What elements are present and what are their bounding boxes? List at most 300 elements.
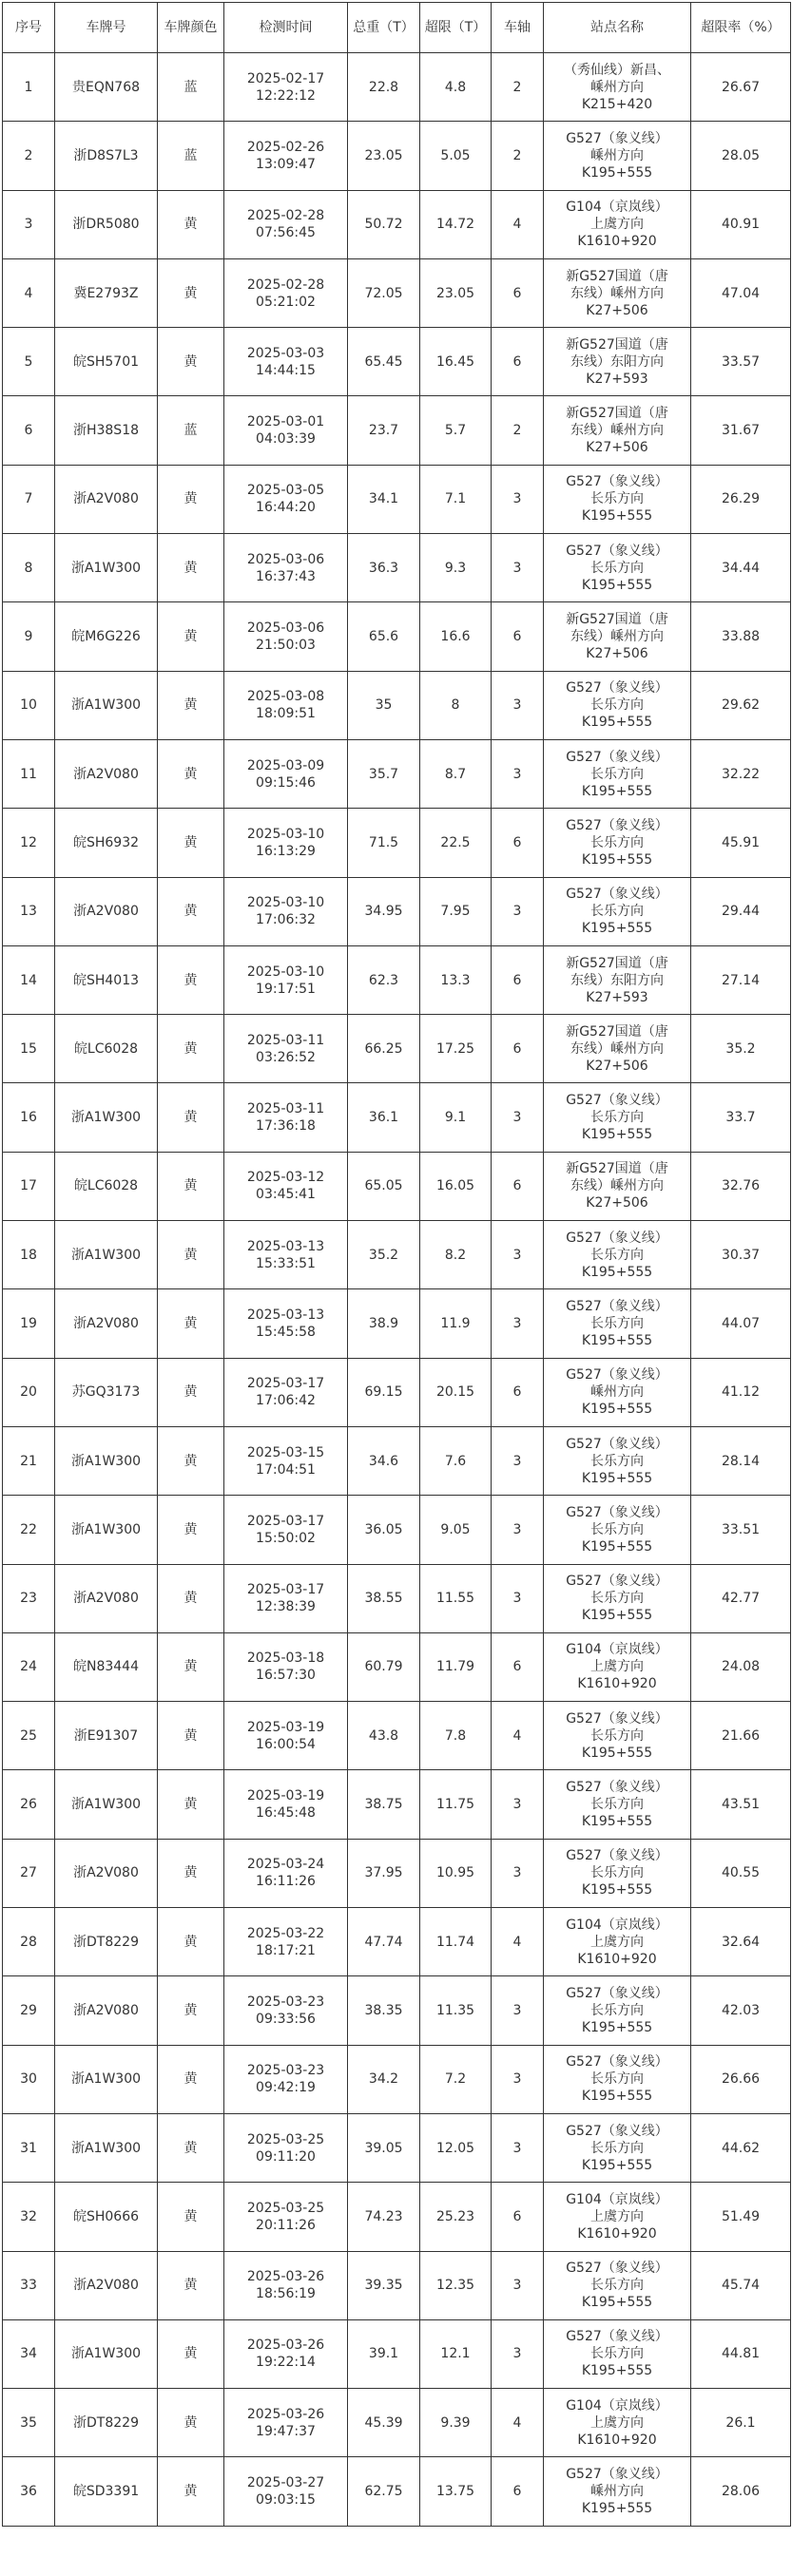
cell-site-line: K27+506 (586, 1195, 648, 1212)
cell-time-date: 2025-03-26 (246, 2406, 325, 2422)
cell-time (224, 1564, 348, 1632)
cell-total: 22.8 (348, 53, 420, 122)
cell-time-clock: 09:33:56 (256, 2011, 316, 2027)
cell-time-date: 2025-03-05 (246, 483, 325, 499)
cell-over: 16.6 (420, 602, 492, 671)
cell-site-line: 长乐方向 (590, 1315, 644, 1331)
cell-total: 39.05 (348, 2113, 420, 2182)
header-over: 超限（T） (420, 3, 492, 53)
cell-total: 65.6 (348, 602, 420, 671)
cell-site-line: G527（象义线） (566, 2054, 668, 2070)
cell-rate: 27.14 (691, 945, 791, 1014)
cell-over: 11.55 (420, 1564, 492, 1632)
cell-color: 蓝 (158, 122, 224, 190)
cell-site (544, 1770, 691, 1839)
cell-over: 22.5 (420, 809, 492, 877)
cell-site (544, 2251, 691, 2319)
cell-time-clock: 18:17:21 (256, 1942, 316, 1958)
cell-rate: 33.57 (691, 328, 791, 396)
cell-site (544, 945, 691, 1014)
cell-time (224, 1152, 348, 1220)
cell-over: 5.05 (420, 122, 492, 190)
table-row (3, 1770, 791, 1839)
header-seq: 序号 (3, 3, 55, 53)
cell-site-line: G527（象义线） (566, 1780, 668, 1796)
cell-site-line: K1610+920 (577, 234, 657, 250)
cell-plate: 浙D8S7L3 (55, 122, 158, 190)
cell-time-clock: 15:50:02 (256, 1530, 316, 1546)
cell-time-clock: 17:36:18 (256, 1118, 316, 1135)
cell-site-line: K195+555 (581, 1882, 653, 1899)
cell-time-clock: 17:06:32 (256, 912, 316, 928)
table-row (3, 671, 791, 739)
cell-total: 34.2 (348, 2045, 420, 2113)
cell-seq: 16 (3, 1083, 55, 1152)
cell-time-clock: 16:11:26 (256, 1874, 316, 1890)
table-row (3, 1358, 791, 1426)
table-row (3, 2319, 791, 2388)
cell-seq: 27 (3, 1839, 55, 1907)
cell-time (224, 1083, 348, 1152)
cell-time-clock: 15:33:51 (256, 1255, 316, 1271)
cell-axle: 3 (492, 1976, 544, 2045)
cell-plate: 冀E2793Z (55, 258, 158, 327)
cell-site-line: 长乐方向 (590, 1247, 644, 1263)
cell-plate: 浙A1W300 (55, 1221, 158, 1289)
cell-rate: 42.03 (691, 1976, 791, 2045)
cell-seq: 5 (3, 328, 55, 396)
cell-axle: 3 (492, 1426, 544, 1495)
cell-time-clock: 16:37:43 (256, 568, 316, 584)
cell-seq: 32 (3, 2183, 55, 2251)
cell-site-line: 长乐方向 (590, 766, 644, 782)
cell-site-line: 长乐方向 (590, 491, 644, 507)
cell-time-clock: 12:38:39 (256, 1599, 316, 1615)
cell-site-line: K195+555 (581, 1332, 653, 1348)
header-total: 总重（T） (348, 3, 420, 53)
cell-time (224, 2113, 348, 2182)
cell-color: 黄 (158, 671, 224, 739)
cell-time (224, 328, 348, 396)
cell-time (224, 671, 348, 739)
cell-total: 69.15 (348, 1358, 420, 1426)
cell-plate: 浙A2V080 (55, 1839, 158, 1907)
cell-site-line: G527（象义线） (566, 474, 668, 490)
cell-site-line: 东线）东阳方向 (570, 353, 664, 370)
cell-site-line: G527（象义线） (566, 1093, 668, 1109)
cell-axle: 3 (492, 534, 544, 602)
table-row (3, 945, 791, 1014)
cell-time-clock: 13:09:47 (256, 156, 316, 172)
cell-rate: 33.88 (691, 602, 791, 671)
cell-color: 黄 (158, 739, 224, 808)
cell-site-line: G104（京岚线） (566, 2397, 668, 2414)
cell-site-line: K195+555 (581, 2019, 653, 2035)
cell-site-line: K1610+920 (577, 1951, 657, 1967)
cell-total: 38.35 (348, 1976, 420, 2045)
cell-rate: 42.77 (691, 1564, 791, 1632)
cell-site-line: 上虞方向 (590, 217, 644, 233)
cell-rate: 29.44 (691, 877, 791, 945)
cell-seq: 21 (3, 1426, 55, 1495)
cell-time (224, 2183, 348, 2251)
cell-time (224, 1770, 348, 1839)
table-row (3, 1426, 791, 1495)
header-site: 站点名称 (544, 3, 691, 53)
cell-site-line: G527（象义线） (566, 1436, 668, 1452)
cell-site (544, 1976, 691, 2045)
cell-color: 黄 (158, 190, 224, 258)
cell-rate: 28.06 (691, 2457, 791, 2526)
cell-time-clock: 15:45:58 (256, 1324, 316, 1340)
cell-time-clock: 16:44:20 (256, 500, 316, 516)
cell-site (544, 190, 691, 258)
cell-seq: 25 (3, 1702, 55, 1770)
cell-color: 黄 (158, 2113, 224, 2182)
cell-time-clock: 09:15:46 (256, 774, 316, 791)
cell-axle: 6 (492, 1152, 544, 1220)
cell-seq: 12 (3, 809, 55, 877)
cell-color: 黄 (158, 602, 224, 671)
cell-time-clock: 03:45:41 (256, 1187, 316, 1203)
table-header-row (3, 3, 791, 53)
cell-axle: 3 (492, 739, 544, 808)
cell-rate: 28.14 (691, 1426, 791, 1495)
table-row (3, 1496, 791, 1564)
cell-time (224, 809, 348, 877)
cell-color: 黄 (158, 2045, 224, 2113)
cell-rate: 41.12 (691, 1358, 791, 1426)
cell-total: 23.05 (348, 122, 420, 190)
cell-color: 黄 (158, 1564, 224, 1632)
cell-time (224, 1496, 348, 1564)
cell-site-line: 长乐方向 (590, 834, 644, 850)
cell-site-line: 新G527国道（唐 (566, 268, 668, 284)
cell-time (224, 1426, 348, 1495)
cell-plate: 皖N83444 (55, 1632, 158, 1701)
cell-time-date: 2025-03-19 (246, 1719, 325, 1735)
cell-time-clock: 17:06:42 (256, 1393, 316, 1409)
cell-seq: 18 (3, 1221, 55, 1289)
cell-color: 黄 (158, 1289, 224, 1358)
cell-seq: 1 (3, 53, 55, 122)
cell-site (544, 396, 691, 465)
cell-over: 12.05 (420, 2113, 492, 2182)
cell-rate: 43.51 (691, 1770, 791, 1839)
cell-site-line: G104（京岚线） (566, 200, 668, 216)
cell-plate: 浙A1W300 (55, 2113, 158, 2182)
cell-plate: 皖SD3391 (55, 2457, 158, 2526)
cell-axle: 3 (492, 2045, 544, 2113)
cell-site (544, 2045, 691, 2113)
cell-site-line: G527（象义线） (566, 543, 668, 559)
cell-rate: 34.44 (691, 534, 791, 602)
cell-plate: 浙A1W300 (55, 1770, 158, 1839)
cell-time-clock: 09:11:20 (256, 2148, 316, 2165)
cell-over: 8.7 (420, 739, 492, 808)
cell-axle: 3 (492, 2251, 544, 2319)
cell-over: 7.95 (420, 877, 492, 945)
cell-site-line: G527（象义线） (566, 749, 668, 765)
cell-axle: 3 (492, 671, 544, 739)
cell-time (224, 2319, 348, 2388)
table-row (3, 1632, 791, 1701)
cell-plate: 浙DT8229 (55, 2389, 158, 2457)
cell-rate: 24.08 (691, 1632, 791, 1701)
cell-plate: 浙H38S18 (55, 396, 158, 465)
cell-site (544, 2113, 691, 2182)
cell-color: 黄 (158, 328, 224, 396)
table-row (3, 2045, 791, 2113)
cell-seq: 13 (3, 877, 55, 945)
cell-rate: 30.37 (691, 1221, 791, 1289)
cell-axle: 3 (492, 2319, 544, 2388)
cell-time-date: 2025-02-28 (246, 277, 325, 293)
cell-seq: 17 (3, 1152, 55, 1220)
cell-time-clock: 14:44:15 (256, 362, 316, 378)
cell-site (544, 2457, 691, 2526)
cell-over: 14.72 (420, 190, 492, 258)
cell-time (224, 2389, 348, 2457)
cell-time (224, 877, 348, 945)
cell-site-line: G527（象义线） (566, 887, 668, 903)
cell-rate: 45.91 (691, 809, 791, 877)
cell-time-date: 2025-03-25 (246, 2200, 325, 2216)
cell-total: 34.6 (348, 1426, 420, 1495)
cell-site-line: 长乐方向 (590, 1521, 644, 1537)
cell-over: 11.75 (420, 1770, 492, 1839)
cell-site-line: K27+593 (586, 371, 648, 387)
cell-site-line: K195+555 (581, 2157, 653, 2173)
cell-rate: 29.62 (691, 671, 791, 739)
cell-rate: 40.91 (691, 190, 791, 258)
cell-axle: 3 (492, 877, 544, 945)
cell-time-clock: 19:17:51 (256, 981, 316, 997)
cell-time (224, 465, 348, 533)
cell-color: 黄 (158, 1221, 224, 1289)
cell-time-clock: 17:04:51 (256, 1461, 316, 1478)
cell-total: 45.39 (348, 2389, 420, 2457)
table-row (3, 1221, 791, 1289)
cell-seq: 28 (3, 1908, 55, 1976)
cell-site (544, 465, 691, 533)
cell-color: 黄 (158, 1702, 224, 1770)
cell-site-line: G527（象义线） (566, 2329, 668, 2345)
cell-seq: 33 (3, 2251, 55, 2319)
cell-site-line: G527（象义线） (566, 2467, 668, 2483)
cell-total: 60.79 (348, 1632, 420, 1701)
cell-over: 23.05 (420, 258, 492, 327)
cell-seq: 14 (3, 945, 55, 1014)
cell-seq: 31 (3, 2113, 55, 2182)
cell-time-date: 2025-03-23 (246, 2063, 325, 2079)
cell-site (544, 1426, 691, 1495)
cell-rate: 32.22 (691, 739, 791, 808)
cell-site-line: K195+555 (581, 783, 653, 799)
cell-axle: 4 (492, 190, 544, 258)
cell-site-line: G527（象义线） (566, 1710, 668, 1727)
table-row (3, 258, 791, 327)
cell-site-line: K195+555 (581, 1814, 653, 1830)
overload-table (2, 2, 791, 2527)
cell-color: 黄 (158, 877, 224, 945)
cell-plate: 浙A1W300 (55, 1426, 158, 1495)
cell-color: 蓝 (158, 53, 224, 122)
cell-total: 23.7 (348, 396, 420, 465)
cell-total: 39.35 (348, 2251, 420, 2319)
cell-color: 黄 (158, 1358, 224, 1426)
cell-site-line: 长乐方向 (590, 1797, 644, 1813)
cell-site-line: K1610+920 (577, 2225, 657, 2242)
cell-time (224, 945, 348, 1014)
cell-plate: 皖SH5701 (55, 328, 158, 396)
cell-over: 7.6 (420, 1426, 492, 1495)
cell-site-line: K195+555 (581, 851, 653, 868)
cell-axle: 6 (492, 2183, 544, 2251)
table-row (3, 465, 791, 533)
cell-color: 黄 (158, 945, 224, 1014)
cell-time-clock: 18:09:51 (256, 706, 316, 722)
cell-time (224, 122, 348, 190)
cell-site-line: 长乐方向 (590, 2278, 644, 2294)
cell-total: 50.72 (348, 190, 420, 258)
cell-color: 黄 (158, 2251, 224, 2319)
cell-rate: 44.07 (691, 1289, 791, 1358)
table-row (3, 739, 791, 808)
cell-rate: 44.81 (691, 2319, 791, 2388)
cell-seq: 4 (3, 258, 55, 327)
cell-site-line: 东线）嵊州方向 (570, 1040, 664, 1057)
cell-total: 72.05 (348, 258, 420, 327)
cell-plate: 浙A2V080 (55, 2251, 158, 2319)
cell-axle: 6 (492, 809, 544, 877)
cell-seq: 3 (3, 190, 55, 258)
cell-seq: 20 (3, 1358, 55, 1426)
cell-plate: 浙A2V080 (55, 1289, 158, 1358)
table-row (3, 1976, 791, 2045)
cell-site-line: 长乐方向 (590, 2346, 644, 2362)
cell-over: 8 (420, 671, 492, 739)
cell-site-line: 东线）嵊州方向 (570, 285, 664, 301)
cell-color: 黄 (158, 1015, 224, 1083)
cell-site-line: K195+555 (581, 1470, 653, 1486)
cell-site (544, 809, 691, 877)
cell-over: 20.15 (420, 1358, 492, 1426)
cell-plate: 浙A2V080 (55, 465, 158, 533)
cell-site (544, 1083, 691, 1152)
cell-site (544, 1221, 691, 1289)
cell-axle: 3 (492, 1221, 544, 1289)
cell-plate: 浙A1W300 (55, 534, 158, 602)
cell-site-line: 嵊州方向 (590, 2484, 644, 2500)
cell-site (544, 671, 691, 739)
table-row (3, 1908, 791, 1976)
cell-time (224, 2457, 348, 2526)
cell-site (544, 534, 691, 602)
table-row (3, 534, 791, 602)
cell-time-date: 2025-03-11 (246, 1101, 325, 1117)
header-color: 车牌颜色 (158, 3, 224, 53)
cell-over: 8.2 (420, 1221, 492, 1289)
cell-site (544, 877, 691, 945)
cell-site-line: 新G527国道（唐 (566, 1161, 668, 1177)
cell-axle: 6 (492, 258, 544, 327)
cell-time (224, 1702, 348, 1770)
cell-time-date: 2025-03-17 (246, 1582, 325, 1598)
cell-over: 9.3 (420, 534, 492, 602)
cell-site-line: 新G527国道（唐 (566, 612, 668, 628)
cell-site-line: G104（京岚线） (566, 2191, 668, 2207)
cell-time-clock: 09:03:15 (256, 2492, 316, 2509)
cell-site-line: 长乐方向 (590, 1591, 644, 1607)
cell-site (544, 739, 691, 808)
cell-color: 黄 (158, 534, 224, 602)
cell-site (544, 1632, 691, 1701)
cell-site-line: G527（象义线） (566, 1367, 668, 1383)
header-axle: 车轴 (492, 3, 544, 53)
cell-axle: 6 (492, 1358, 544, 1426)
table-row (3, 1564, 791, 1632)
cell-axle: 6 (492, 1632, 544, 1701)
cell-axle: 2 (492, 396, 544, 465)
cell-over: 13.75 (420, 2457, 492, 2526)
cell-color: 黄 (158, 1770, 224, 1839)
cell-time-clock: 05:21:02 (256, 294, 316, 310)
cell-time-clock: 09:42:19 (256, 2080, 316, 2096)
table-row (3, 396, 791, 465)
cell-time-date: 2025-03-25 (246, 2131, 325, 2147)
cell-over: 5.7 (420, 396, 492, 465)
cell-axle: 6 (492, 945, 544, 1014)
cell-rate: 26.1 (691, 2389, 791, 2457)
cell-time-date: 2025-03-10 (246, 895, 325, 911)
cell-seq: 30 (3, 2045, 55, 2113)
cell-plate: 皖LC6028 (55, 1152, 158, 1220)
cell-plate: 浙A2V080 (55, 739, 158, 808)
cell-color: 黄 (158, 2319, 224, 2388)
cell-site-line: 新G527国道（唐 (566, 406, 668, 422)
cell-site (544, 2389, 691, 2457)
cell-site-line: K195+555 (581, 2295, 653, 2311)
cell-time (224, 190, 348, 258)
cell-total: 38.9 (348, 1289, 420, 1358)
cell-site-line: （秀仙线）新昌、 (564, 62, 670, 78)
cell-site-line: 长乐方向 (590, 1865, 644, 1881)
cell-time-date: 2025-02-26 (246, 139, 325, 155)
cell-plate: 浙A1W300 (55, 1083, 158, 1152)
cell-site-line: K195+555 (581, 1538, 653, 1555)
cell-total: 43.8 (348, 1702, 420, 1770)
cell-over: 7.1 (420, 465, 492, 533)
cell-site-line: K195+555 (581, 921, 653, 937)
cell-site-line: 嵊州方向 (590, 79, 644, 95)
cell-over: 7.8 (420, 1702, 492, 1770)
cell-rate: 26.29 (691, 465, 791, 533)
header-time: 检测时间 (224, 3, 348, 53)
cell-total: 37.95 (348, 1839, 420, 1907)
cell-axle: 6 (492, 2457, 544, 2526)
table-row (3, 2457, 791, 2526)
cell-site-line: 上虞方向 (590, 1934, 644, 1950)
cell-color: 黄 (158, 1496, 224, 1564)
table-row (3, 190, 791, 258)
cell-site-line: 东线）嵊州方向 (570, 1178, 664, 1194)
table-row (3, 122, 791, 190)
cell-time-date: 2025-03-15 (246, 1444, 325, 1460)
table-row (3, 2113, 791, 2182)
cell-site-line: 嵊州方向 (590, 147, 644, 163)
cell-site (544, 53, 691, 122)
